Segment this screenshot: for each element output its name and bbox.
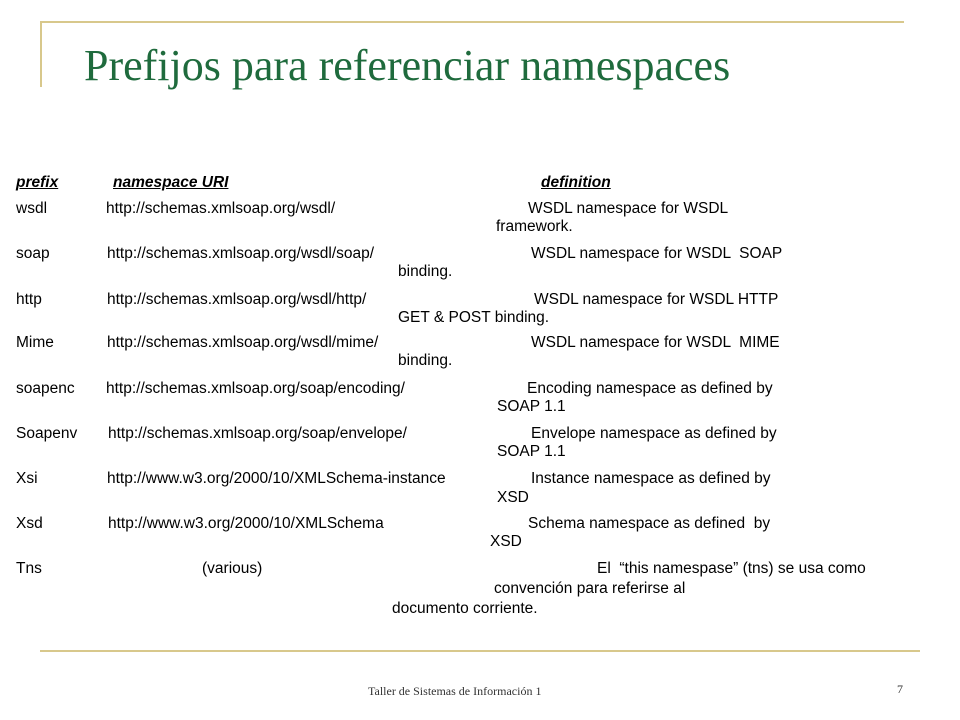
row-definition-mime: WSDL namespace for WSDL MIME	[531, 334, 780, 351]
row-uri-xsi: http://www.w3.org/2000/10/XMLSchema-instance	[107, 470, 446, 487]
row-uri-tns: (various)	[202, 560, 263, 577]
row-prefix-tns: Tns	[16, 560, 42, 577]
row-definition-wsdl-cont: framework.	[496, 218, 573, 235]
row-definition-mime-cont: binding.	[398, 352, 453, 369]
row-uri-mime: http://schemas.xmlsoap.org/wsdl/mime/	[107, 334, 379, 351]
row-uri-soapenc: http://schemas.xmlsoap.org/soap/encoding/	[106, 380, 405, 397]
row-definition-xsd-cont: XSD	[490, 533, 522, 550]
row-definition-http-cont: GET & POST binding.	[398, 309, 550, 326]
row-uri-soapenv: http://schemas.xmlsoap.org/soap/envelope/	[108, 425, 407, 442]
row-definition-xsi: Instance namespace as defined by	[531, 470, 771, 487]
row-prefix-soap: soap	[16, 245, 50, 262]
row-prefix-mime: Mime	[16, 334, 54, 351]
row-definition-tns-cont2: documento corriente.	[392, 600, 538, 617]
row-prefix-soapenv: Soapenv	[16, 425, 78, 442]
row-definition-http: WSDL namespace for WSDL HTTP	[534, 291, 779, 308]
row-definition-tns-cont: convención para referirse al	[494, 580, 686, 597]
row-prefix-soapenc: soapenc	[16, 380, 75, 397]
row-uri-xsd: http://www.w3.org/2000/10/XMLSchema	[108, 515, 384, 532]
row-prefix-wsdl: wsdl	[16, 200, 48, 217]
slide-title: Prefijos para referenciar namespaces	[84, 41, 731, 90]
row-definition-soapenc: Encoding namespace as defined by	[527, 380, 773, 397]
header-namespace-uri: namespace URI	[113, 174, 229, 191]
header-definition: definition	[541, 174, 611, 191]
row-definition-soap: WSDL namespace for WSDL SOAP	[531, 245, 783, 262]
page-number: 7	[897, 682, 903, 696]
row-definition-tns: El “this namespase” (tns) se usa como	[597, 560, 866, 577]
row-prefix-xsi: Xsi	[16, 470, 38, 487]
row-prefix-http: http	[16, 291, 42, 308]
row-uri-wsdl: http://schemas.xmlsoap.org/wsdl/	[106, 200, 336, 217]
row-definition-soapenc-cont: SOAP 1.1	[497, 398, 566, 415]
row-definition-wsdl: WSDL namespace for WSDL	[528, 200, 729, 217]
row-prefix-xsd: Xsd	[16, 515, 43, 532]
row-definition-xsd: Schema namespace as defined by	[528, 515, 771, 532]
top-rule	[40, 21, 904, 23]
row-definition-soapenv-cont: SOAP 1.1	[497, 443, 566, 460]
bottom-rule	[40, 650, 920, 652]
row-uri-soap: http://schemas.xmlsoap.org/wsdl/soap/	[107, 245, 375, 262]
header-prefix: prefix	[16, 174, 59, 191]
row-definition-soap-cont: binding.	[398, 263, 453, 280]
footer-text: Taller de Sistemas de Información 1	[368, 684, 542, 698]
row-definition-xsi-cont: XSD	[497, 489, 529, 506]
row-uri-http: http://schemas.xmlsoap.org/wsdl/http/	[107, 291, 367, 308]
left-rule	[40, 21, 42, 87]
row-definition-soapenv: Envelope namespace as defined by	[531, 425, 777, 442]
